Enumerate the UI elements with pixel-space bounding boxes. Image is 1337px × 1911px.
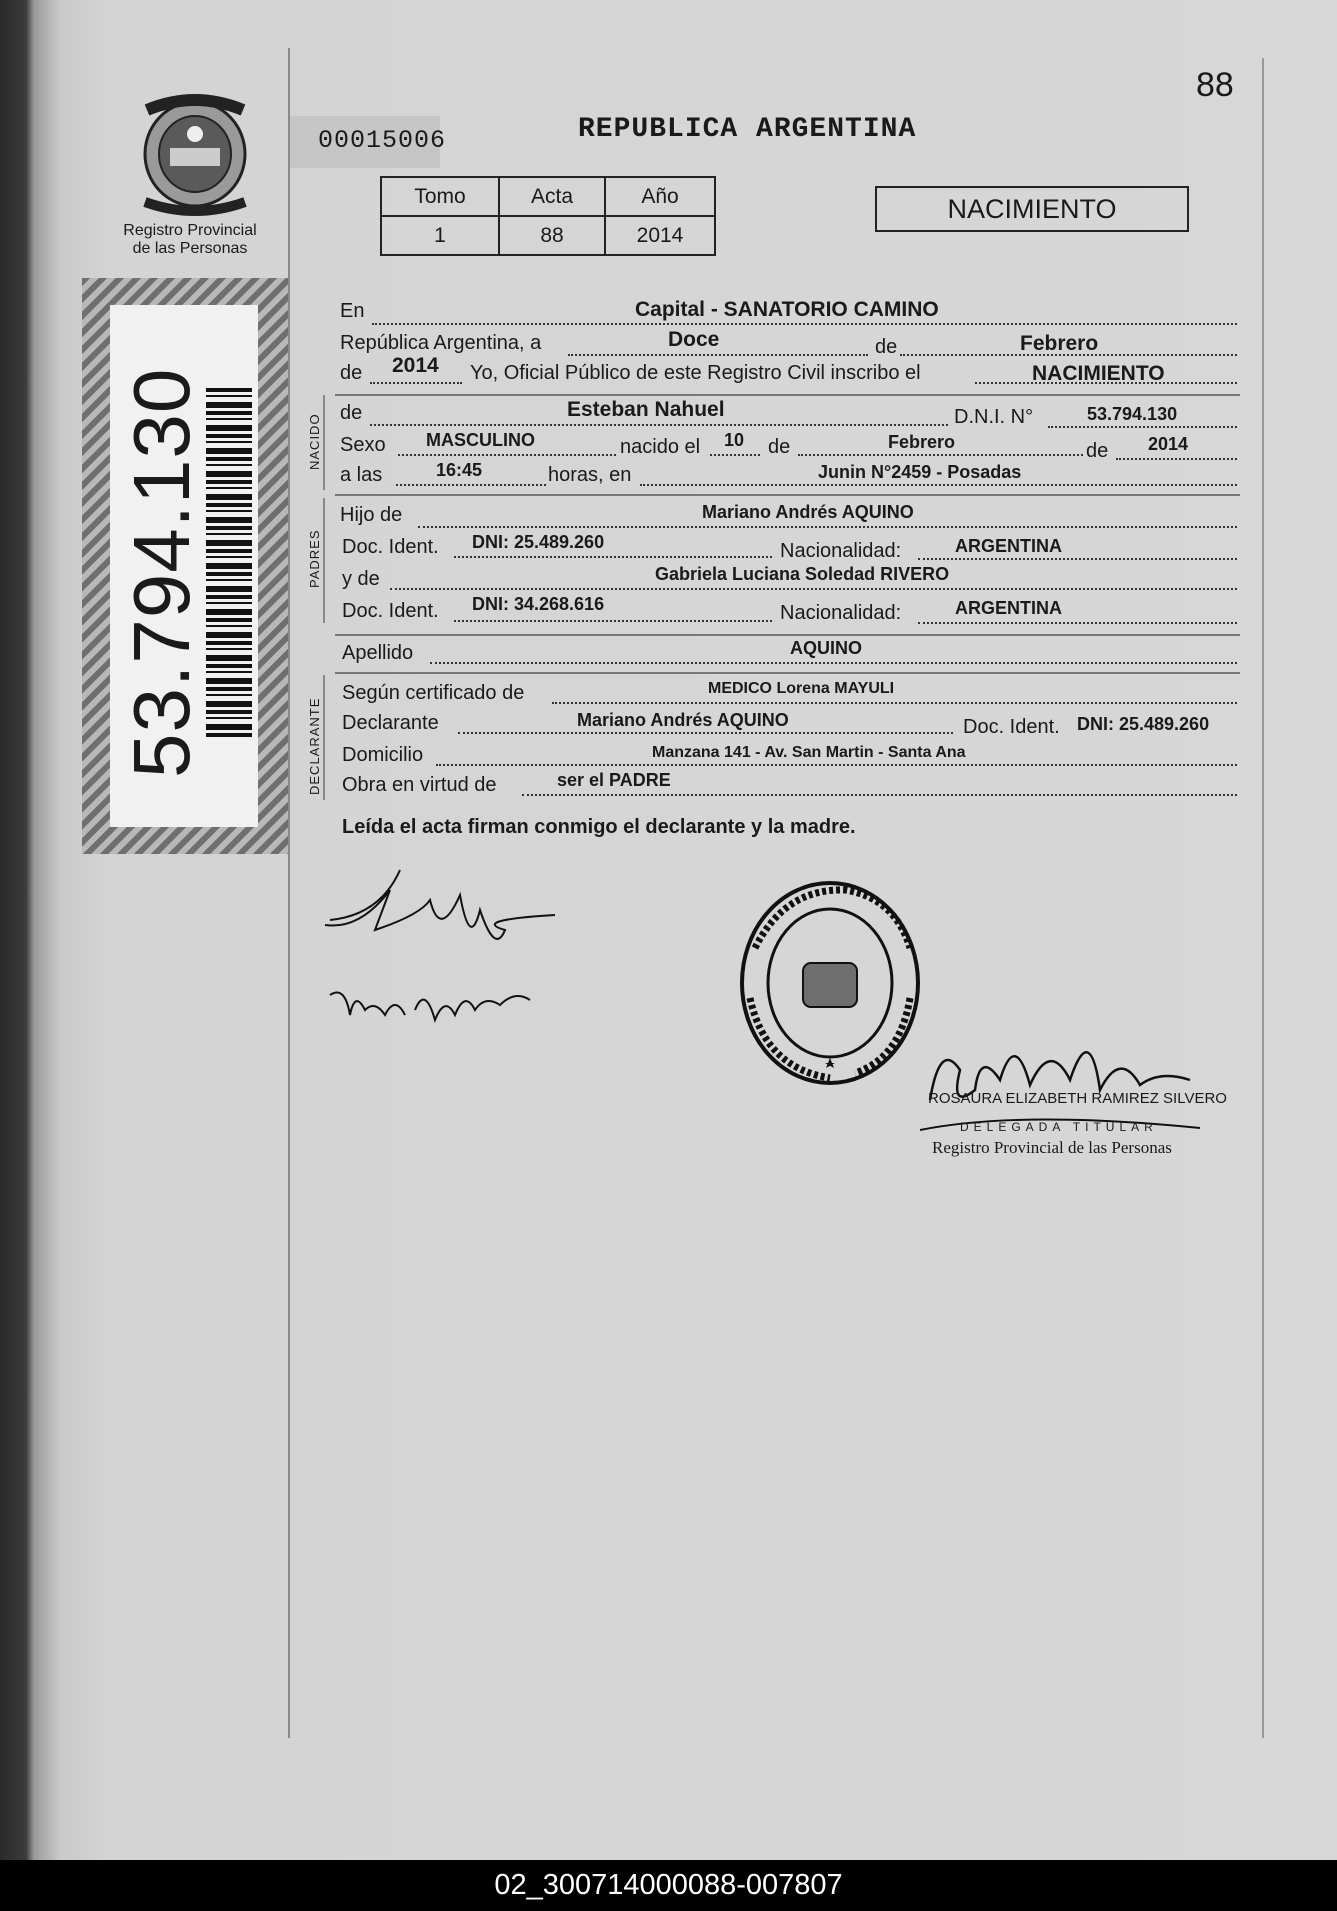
label-dni: D.N.I. N° bbox=[954, 406, 1034, 428]
dotted-line bbox=[1048, 426, 1237, 428]
country-title: REPUBLICA ARGENTINA bbox=[578, 114, 917, 145]
dotted-line bbox=[918, 622, 1237, 624]
dotted-line bbox=[458, 732, 953, 734]
value-dni: 53.794.130 bbox=[1087, 404, 1178, 424]
value-inscribe: NACIMIENTO bbox=[1032, 362, 1165, 385]
value-mes: Febrero bbox=[1020, 332, 1099, 355]
label-a-las: a las bbox=[340, 464, 383, 486]
official-stamp bbox=[735, 878, 925, 1088]
barcode-icon bbox=[206, 388, 252, 740]
label-declarante: Declarante bbox=[342, 712, 439, 734]
header-tomo: Tomo bbox=[381, 177, 499, 216]
section-divider bbox=[335, 394, 1240, 396]
label-oficial: Yo, Oficial Público de este Registro Civil inscribo el bbox=[470, 362, 921, 384]
declarante-section-line bbox=[323, 675, 325, 800]
value-certificado: MEDICO Lorena MAYULI bbox=[708, 680, 895, 697]
label-horas-en: horas, en bbox=[548, 464, 632, 486]
serial-number: 00015006 bbox=[318, 126, 447, 155]
value-hora: 16:45 bbox=[436, 460, 483, 480]
header-acta: Acta bbox=[499, 177, 605, 216]
registry-label-line2: de las Personas bbox=[132, 240, 248, 257]
dotted-line bbox=[390, 588, 1237, 590]
page-number: 88 bbox=[1196, 66, 1234, 104]
label-domicilio: Domicilio bbox=[342, 744, 424, 766]
value-dia: Doce bbox=[668, 328, 720, 351]
scan-footer-id: 02_300714000088-007807 bbox=[0, 1860, 1337, 1911]
record-table-header bbox=[381, 177, 715, 216]
dotted-line bbox=[396, 484, 546, 486]
value-nac-anio: 2014 bbox=[1148, 434, 1189, 454]
header-anio: Año bbox=[605, 177, 715, 216]
right-margin-rule bbox=[1262, 58, 1264, 1738]
label-nac-madre: Nacionalidad: bbox=[780, 602, 902, 624]
dotted-line bbox=[454, 556, 772, 558]
label-de5: de bbox=[1086, 440, 1109, 462]
value-madre: Gabriela Luciana Soledad RIVERO bbox=[655, 564, 950, 584]
section-label-declarante: DECLARANTE bbox=[307, 697, 322, 795]
label-doc-padre: Doc. Ident. bbox=[342, 536, 439, 558]
label-sexo: Sexo bbox=[340, 434, 386, 456]
label-en: En bbox=[340, 300, 365, 322]
dotted-line bbox=[568, 354, 868, 356]
value-declarante: Mariano Andrés AQUINO bbox=[577, 710, 789, 730]
signature-declarante bbox=[320, 860, 560, 960]
value-domicilio: Manzana 141 - Av. San Martin - Santa Ana bbox=[652, 744, 966, 761]
record-table-values bbox=[381, 216, 715, 255]
label-certificado: Según certificado de bbox=[342, 682, 525, 704]
value-doc-declarante: DNI: 25.489.260 bbox=[1077, 714, 1210, 734]
label-de: de bbox=[875, 336, 898, 358]
officer-name: ROSAURA ELIZABETH RAMIREZ SILVERO bbox=[928, 1090, 1227, 1107]
value-lugar-inscripcion: Capital - SANATORIO CAMINO bbox=[635, 298, 939, 321]
section-label-nacido: NACIDO bbox=[307, 413, 322, 470]
dotted-line bbox=[370, 424, 948, 426]
value-doc-padre: DNI: 25.489.260 bbox=[472, 532, 605, 552]
dotted-line bbox=[454, 620, 772, 622]
value-anio: 2014 bbox=[605, 216, 715, 255]
officer-title: DELEGADA TITULAR bbox=[960, 1120, 1158, 1134]
label-y-de: y de bbox=[342, 568, 380, 590]
value-nac-madre: ARGENTINA bbox=[955, 598, 1062, 618]
label-doc-declarante: Doc. Ident. bbox=[963, 716, 1060, 738]
label-de2: de bbox=[340, 362, 363, 384]
label-de3: de bbox=[340, 402, 363, 424]
dotted-line bbox=[1116, 458, 1237, 460]
dotted-line bbox=[430, 662, 1237, 664]
label-doc-madre: Doc. Ident. bbox=[342, 600, 439, 622]
value-apellido: AQUINO bbox=[790, 638, 862, 658]
value-tomo: 1 bbox=[381, 216, 499, 255]
section-label-padres: PADRES bbox=[307, 529, 322, 588]
value-padre: Mariano Andrés AQUINO bbox=[702, 502, 914, 522]
dotted-line bbox=[418, 526, 1237, 528]
section-divider bbox=[335, 672, 1240, 674]
label-nac-padre: Nacionalidad: bbox=[780, 540, 902, 562]
section-divider bbox=[335, 634, 1240, 636]
label-republica: República Argentina, a bbox=[340, 332, 542, 354]
dotted-line bbox=[918, 558, 1237, 560]
nacido-section-line bbox=[323, 395, 325, 490]
registry-label-line1: Registro Provincial bbox=[123, 222, 257, 239]
dni-vertical-text: 53.794.130 bbox=[117, 367, 206, 778]
value-nac-dia: 10 bbox=[724, 430, 745, 450]
value-acta: 88 bbox=[499, 216, 605, 255]
dotted-line bbox=[798, 454, 1083, 456]
padres-section-line bbox=[323, 498, 325, 623]
dotted-line bbox=[398, 454, 616, 456]
officer-organization: Registro Provincial de las Personas bbox=[932, 1138, 1172, 1157]
dotted-line bbox=[710, 454, 760, 456]
label-nacido-el: nacido el bbox=[620, 436, 701, 458]
value-anio: 2014 bbox=[392, 354, 439, 377]
dotted-line bbox=[522, 794, 1237, 796]
dotted-line bbox=[436, 764, 1237, 766]
record-table bbox=[380, 176, 716, 256]
value-lugar-nacimiento: Junin N°2459 - Posadas bbox=[818, 462, 1022, 482]
value-nombre: Esteban Nahuel bbox=[567, 398, 725, 421]
label-hijo-de: Hijo de bbox=[340, 504, 403, 526]
provincial-seal-icon bbox=[125, 92, 265, 222]
dotted-line bbox=[640, 484, 1237, 486]
value-sexo: MASCULINO bbox=[426, 430, 535, 450]
left-margin-rule bbox=[288, 48, 290, 1738]
signature-madre bbox=[325, 975, 545, 1045]
label-de4: de bbox=[768, 436, 791, 458]
section-divider bbox=[335, 494, 1240, 496]
label-obra: Obra en virtud de bbox=[342, 774, 497, 796]
closing-statement: Leída el acta firman conmigo el declarante y la madre. bbox=[342, 816, 856, 838]
dotted-line bbox=[370, 382, 462, 384]
dotted-line bbox=[552, 702, 1237, 704]
document-type-box: NACIMIENTO bbox=[875, 186, 1189, 232]
value-obra: ser el PADRE bbox=[557, 770, 671, 790]
value-doc-madre: DNI: 34.268.616 bbox=[472, 594, 605, 614]
registry-label bbox=[115, 222, 265, 258]
dotted-line bbox=[372, 323, 1237, 325]
value-nac-mes: Febrero bbox=[888, 432, 956, 452]
label-apellido: Apellido bbox=[342, 642, 414, 664]
value-nac-padre: ARGENTINA bbox=[955, 536, 1062, 556]
